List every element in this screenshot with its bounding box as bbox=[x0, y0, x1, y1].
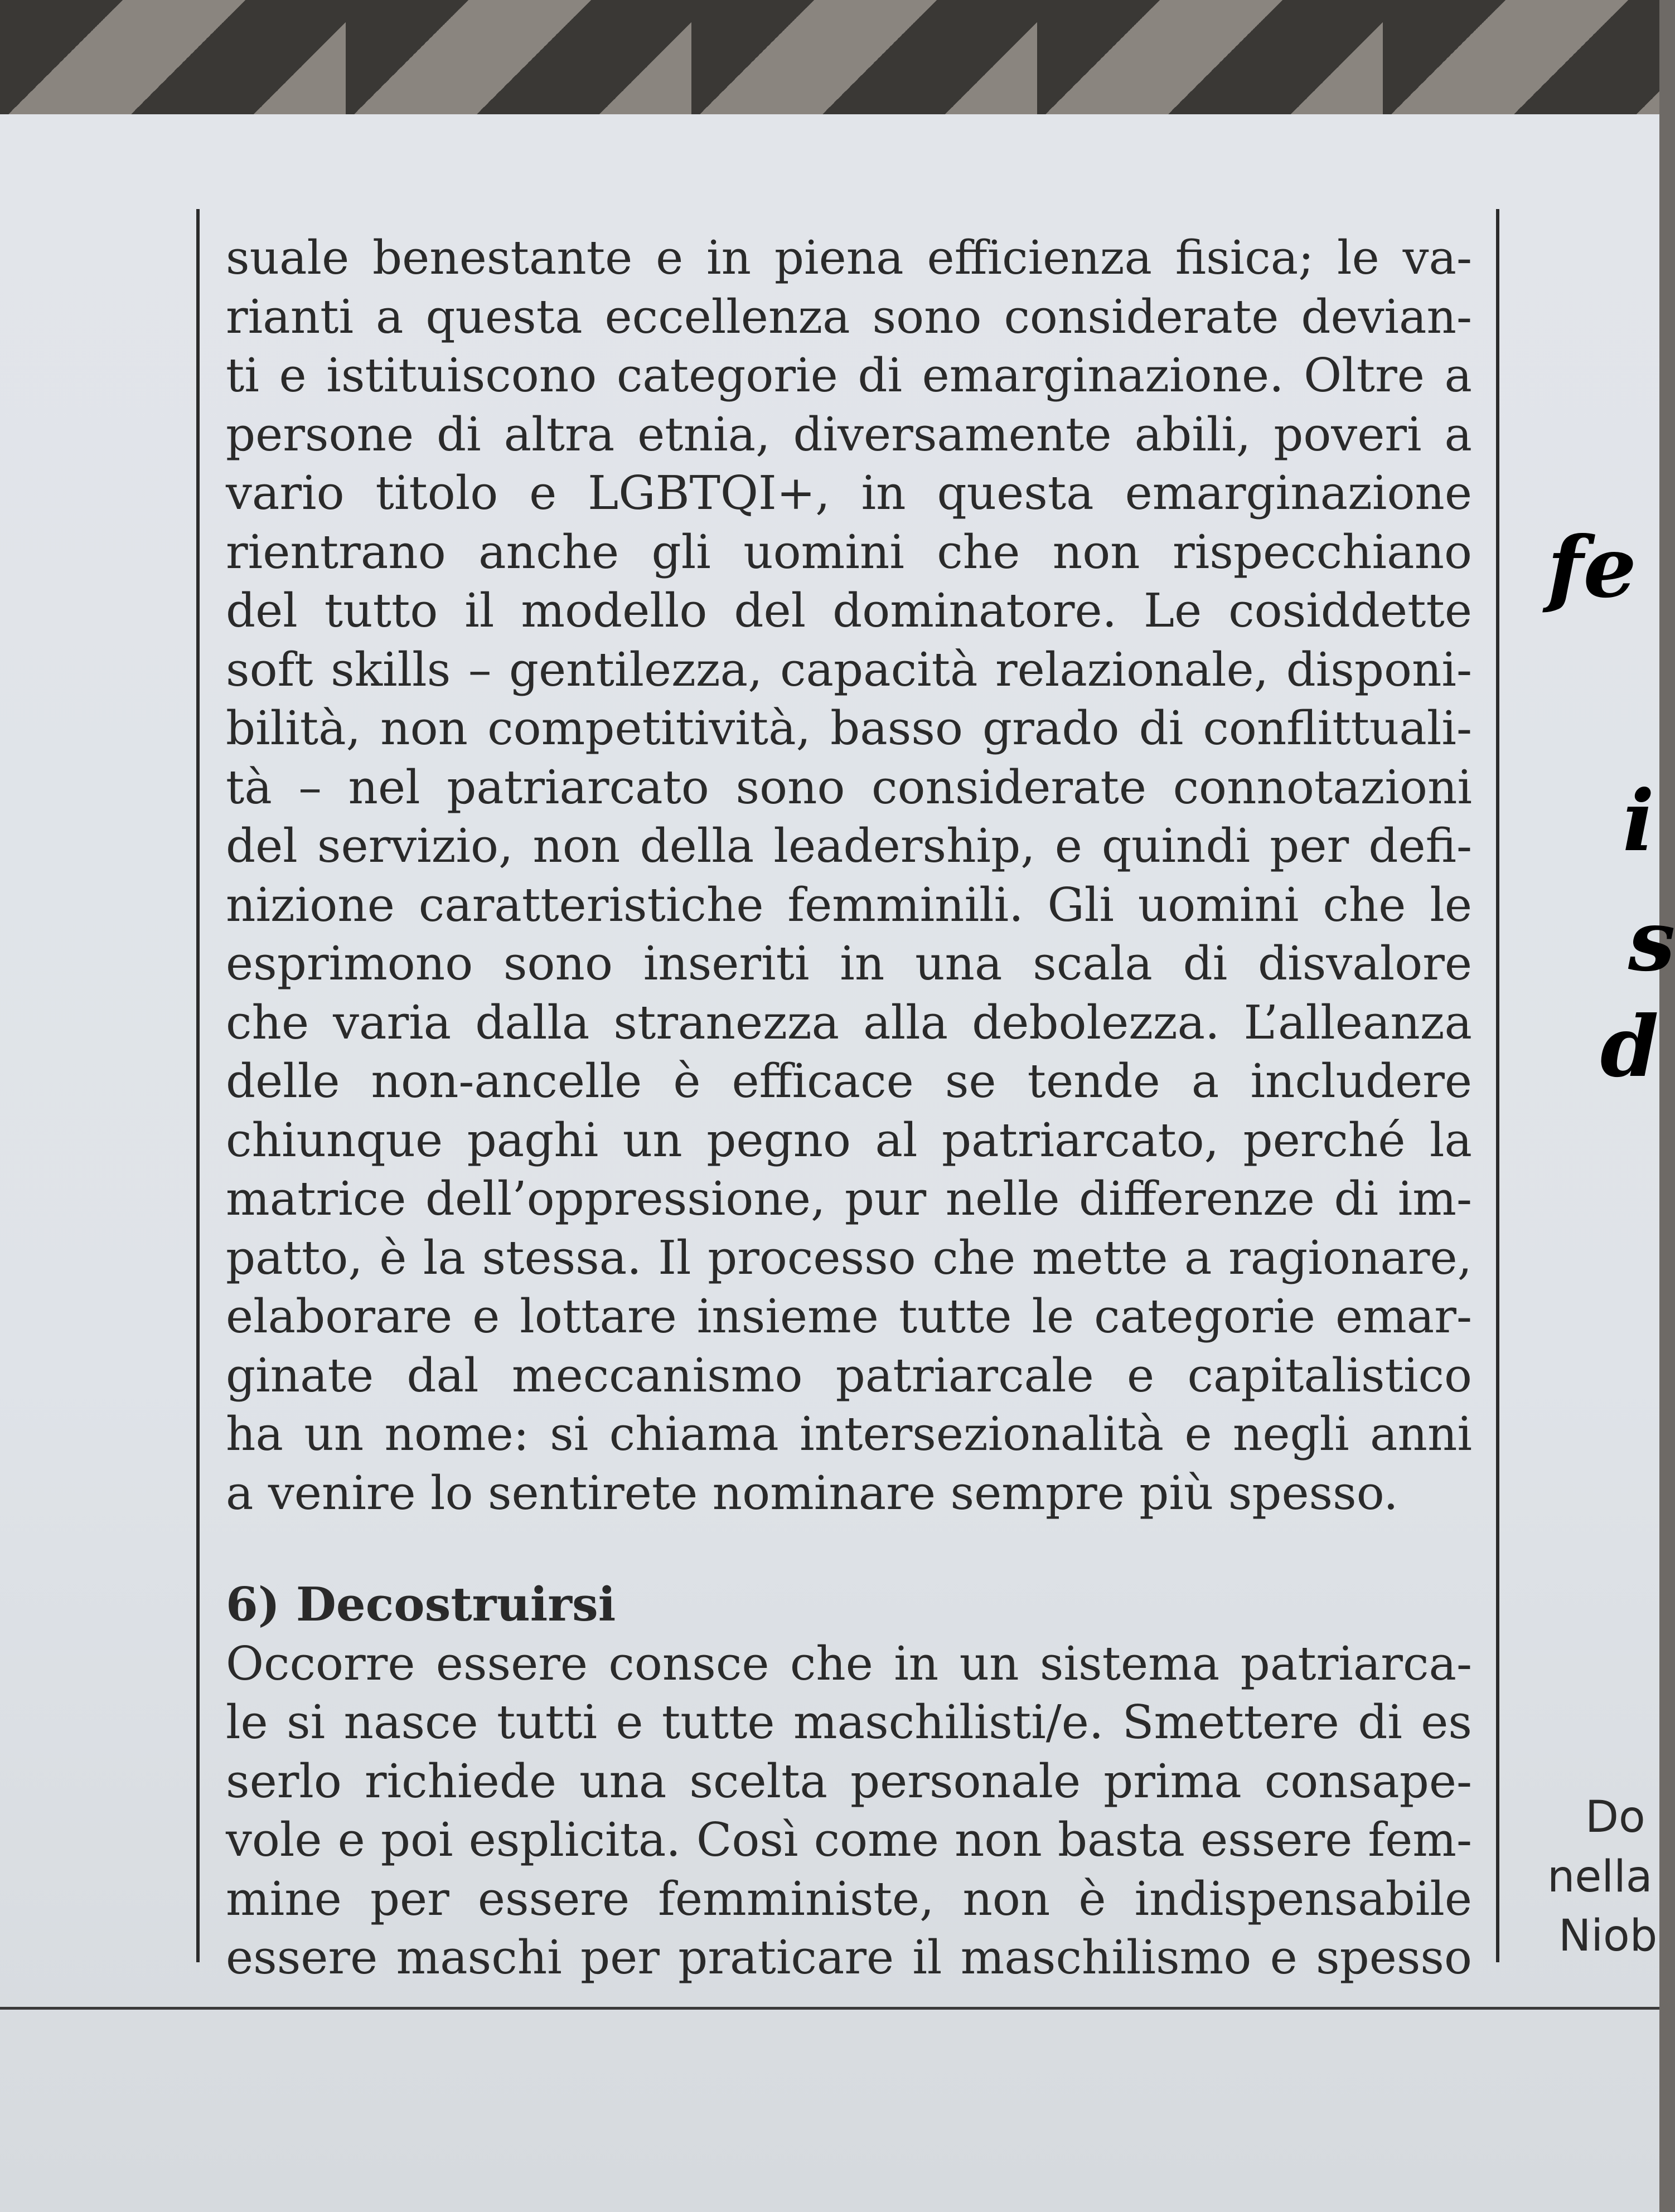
text-line: persone di altra etnia, diversamente abili, poveri a bbox=[226, 407, 1472, 462]
text-line: del servizio, non della leadership, e quindi per defi- bbox=[226, 819, 1472, 873]
column-rule-left bbox=[196, 209, 200, 1962]
article-column bbox=[226, 229, 1472, 1987]
side-fragment-large: s bbox=[1628, 892, 1675, 990]
text-line: suale benestante e in piena efficienza fisica; le va- bbox=[226, 231, 1472, 285]
side-fragment-large: i bbox=[1623, 772, 1654, 870]
text-line: chiunque paghi un pegno al patriarcato, perché la bbox=[226, 1113, 1472, 1167]
paragraph-one bbox=[226, 229, 1472, 1522]
side-fragment-large: d bbox=[1600, 998, 1659, 1096]
text-line: ha un nome: si chiama intersezionalità e negli anni bbox=[226, 1407, 1472, 1461]
text-line: nizione caratteristiche femminili. Gli uomini che le bbox=[226, 877, 1472, 932]
text-line: vario titolo e LGBTQI+, in questa emarginazione bbox=[226, 466, 1472, 520]
text-line: mine per essere femministe, non è indispensabile bbox=[226, 1871, 1472, 1926]
column-rule-right bbox=[1496, 209, 1499, 1962]
text-line: delle non-ancelle è efficace se tende a includere bbox=[226, 1054, 1472, 1108]
text-line: matrice dell’oppressione, pur nelle differenze di im- bbox=[226, 1172, 1472, 1226]
section-heading: 6) Decostruirsi bbox=[226, 1577, 616, 1632]
text-line: serlo richiede una scelta personale prima consape- bbox=[226, 1754, 1472, 1808]
text-line: che varia dalla stranezza alla debolezza. L’alleanza bbox=[226, 995, 1472, 1050]
side-fragment-small: Niob bbox=[1558, 1911, 1658, 1961]
text-line: le si nasce tutti e tutte maschilisti/e. Smettere di es bbox=[226, 1695, 1472, 1749]
text-line: soft skills – gentilezza, capacità relazionale, disponi- bbox=[226, 642, 1472, 697]
text-line: tà – nel patriarcato sono considerate connotazioni bbox=[226, 760, 1472, 814]
text-line: esprimono sono inseriti in una scala di disvalore bbox=[226, 937, 1472, 991]
text-line: a venire lo sentirete nominare sempre più spesso. bbox=[226, 1466, 1398, 1520]
text-line: del tutto il modello del dominatore. Le cosiddette bbox=[226, 584, 1472, 638]
text-line: elaborare e lottare insieme tutte le categorie emar- bbox=[226, 1289, 1472, 1343]
text-line: Occorre essere consce che in un sistema patriarca- bbox=[226, 1636, 1472, 1691]
text-line: vole e poi esplicita. Così come non basta essere fem- bbox=[226, 1813, 1472, 1867]
text-line: patto, è la stessa. Il processo che mette a ragionare, bbox=[226, 1230, 1472, 1285]
side-fragment-large: fe bbox=[1547, 518, 1637, 617]
text-line: ti e istituiscono categorie di emarginazione. Oltre a bbox=[226, 348, 1472, 402]
text-line: rientrano anche gli uomini che non rispecchiano bbox=[226, 525, 1472, 579]
page-bottom-rule bbox=[0, 2007, 1659, 2010]
side-fragment-small: nella bbox=[1547, 1852, 1653, 1902]
text-line: ginate dal meccanismo patriarcale e capitalistico bbox=[226, 1348, 1472, 1403]
side-fragment-small: Do bbox=[1585, 1792, 1645, 1842]
text-line: essere maschi per praticare il maschilismo e spesso bbox=[226, 1930, 1472, 1985]
paragraph-two bbox=[226, 1634, 1472, 1987]
text-line: rianti a questa eccellenza sono considerate devian- bbox=[226, 289, 1472, 344]
text-line: bilità, non competitività, basso grado di conflittuali- bbox=[226, 701, 1472, 755]
